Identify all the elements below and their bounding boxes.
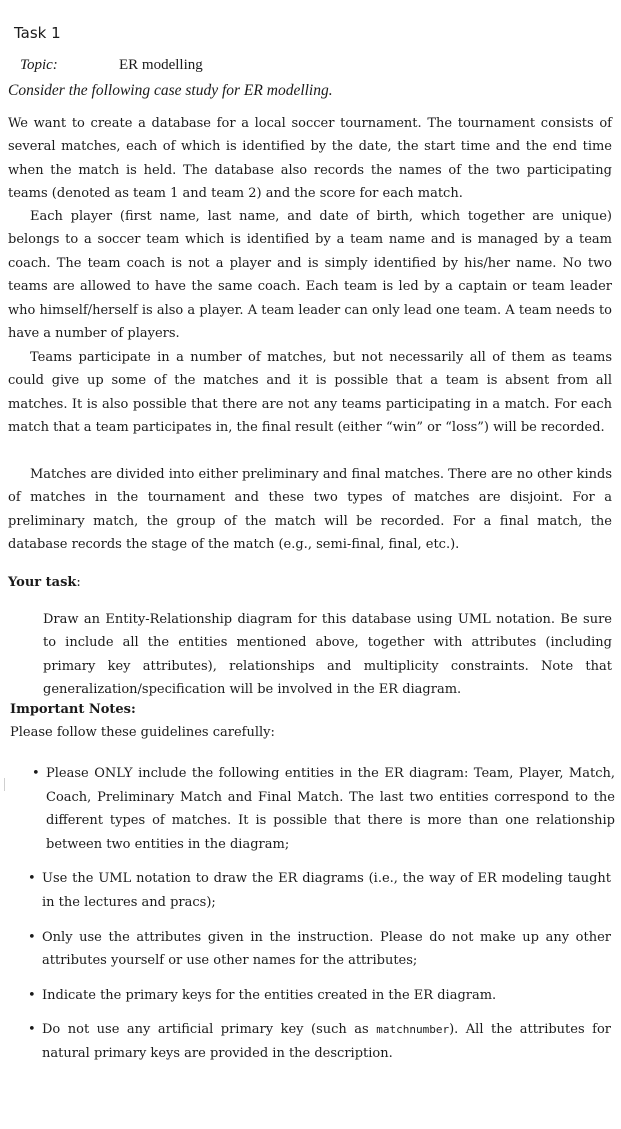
- your-task-text: Draw an Entity-Relationship diagram for this database using UML notation. Be sure to include all the entities mentioned above, together with attributes (including primary key attributes), relationships and multiplicity constraints. Note that generalization/specification will be involved in the ER diagram.: [43, 612, 612, 698]
- your-task-colon: :: [76, 575, 81, 590]
- bullet-icon: •: [28, 1022, 36, 1038]
- topic-row: [20, 57, 203, 74]
- guidelines-list: [0, 762, 621, 1077]
- guideline-artificial-key-before: Do not use any artificial primary key (such as: [42, 1022, 377, 1038]
- your-task-label: Your task: [8, 575, 77, 590]
- list-item: [28, 1018, 611, 1065]
- task-title: Task 1: [14, 24, 61, 42]
- bullet-icon: •: [28, 987, 36, 1003]
- guideline-entities: Please ONLY include the following entities in the ER diagram: Team, Player, Match, Coach, Preliminary Match and Final Match. The last two entities correspond to the different types of matches. It is possible that there is more than one relationship between two entities in the diagram;: [46, 766, 615, 852]
- important-notes-intro: Please follow these guidelines carefully:: [10, 725, 275, 740]
- intro-text: Consider the following case study for ER modelling.: [8, 82, 333, 99]
- paragraph-match-types: Matches are divided into either preliminary and final matches. There are no other kinds of matches in the tournament and these two types of matches are disjoint. For a preliminary match, the group of the match will be recorded. For a final match, the database records the stage of the match (e.g., semi-final, final, etc.).: [8, 467, 612, 553]
- paragraph-players: Each player (first name, last name, and date of birth, which together are unique) belongs to a soccer team which is identified by a team name and is managed by a team coach. The team coach is not a player and is simply identified by his/her name. No two teams are allowed to have the same coach. Each team is led by a captain or team leader who himself/herself is also a player. A team leader can only lead one team. A team needs to have a number of players.: [8, 209, 612, 342]
- paragraph-participation: Teams participate in a number of matches, but not necessarily all of them as teams could give up some of the matches and it is possible that a team is absent from all matches. It is also possible that there are not any teams participating in a match. For each match that a team participates in, the final result (either “win” or “loss”) will be recorded.: [8, 350, 612, 436]
- guideline-artificial-key-after: ). All the attributes for natural primary keys are provided in the description.: [42, 1022, 611, 1061]
- your-task-heading: [8, 575, 81, 590]
- list-item: [28, 984, 611, 1008]
- paragraph-matches: We want to create a database for a local soccer tournament. The tournament consists of several matches, each of which is identified by the date, the start time and the end time when the match is held. The database also records the names of the two participating teams (denoted as team 1 and team 2) and the score for each match.: [8, 116, 612, 202]
- list-item: [28, 867, 611, 914]
- topic-value: ER modelling: [119, 57, 203, 73]
- bullet-icon: •: [28, 871, 36, 887]
- list-item: [32, 762, 615, 856]
- code-matchnumber: matchnumber: [376, 1023, 450, 1037]
- guideline-uml: Use the UML notation to draw the ER diagrams (i.e., the way of ER modeling taught in the lectures and pracs);: [42, 871, 611, 910]
- list-item: [28, 926, 611, 973]
- bullet-icon: •: [32, 766, 40, 781]
- important-notes-heading: Important Notes:: [10, 702, 136, 717]
- guideline-attributes: Only use the attributes given in the instruction. Please do not make up any other attributes yourself or use other names for the attributes;: [42, 929, 611, 969]
- guideline-primary-keys: Indicate the primary keys for the entities created in the ER diagram.: [42, 987, 497, 1003]
- topic-label: Topic:: [20, 57, 58, 73]
- bullet-icon: •: [28, 929, 36, 945]
